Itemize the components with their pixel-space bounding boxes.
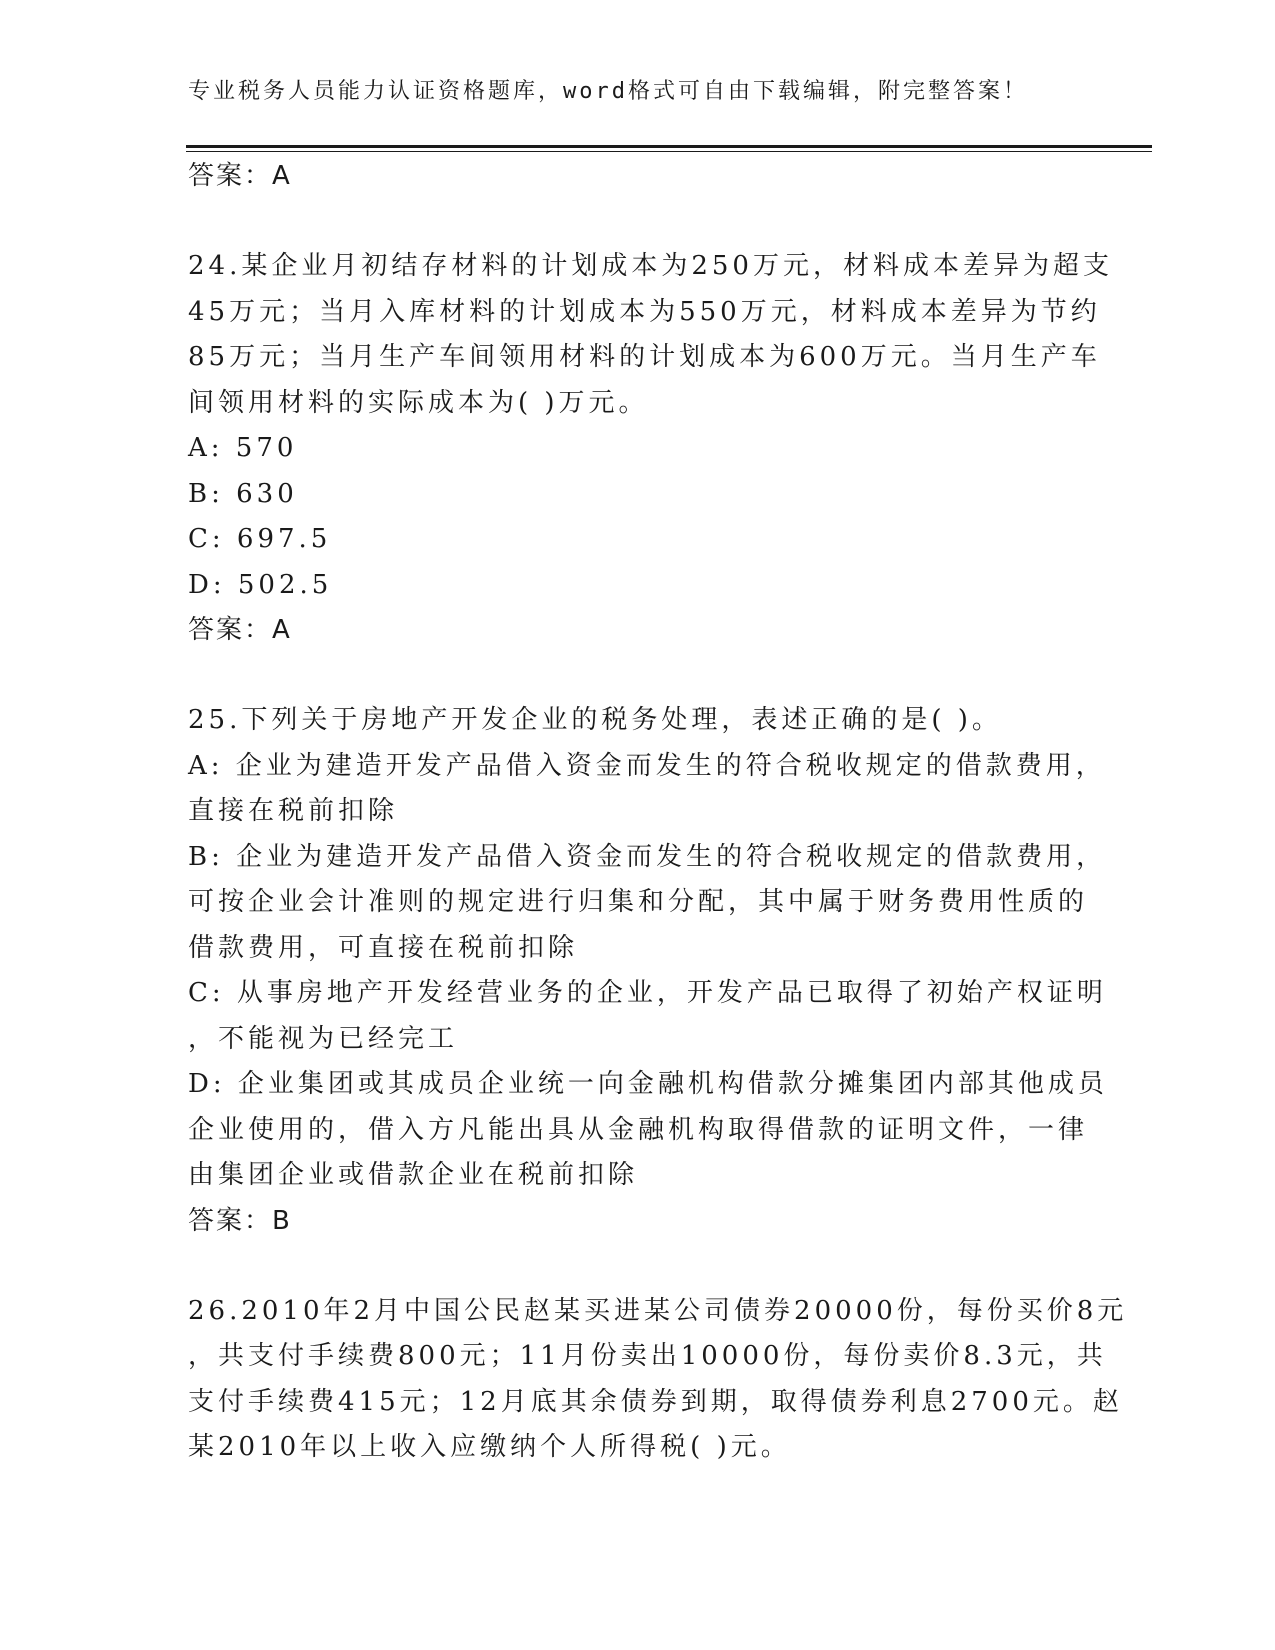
question-25-line-6: 借款费用，可直接在税前扣除: [188, 932, 579, 963]
question-24-option-d: D: 502.5: [188, 569, 333, 600]
header-rule-thick: [186, 145, 1152, 148]
question-24-line-4: 间领用材料的实际成本为( )万元。: [188, 387, 649, 418]
question-24-option-a: A: 570: [188, 433, 298, 463]
question-24: [188, 244, 1113, 653]
answer-24: 答案：A: [188, 615, 292, 645]
question-25-line-11: 由集团企业或借款企业在税前扣除: [188, 1160, 639, 1190]
question-26-line-2: ，共支付手续费800元；11月份卖出10000份，每份卖价8.3元，共: [188, 1341, 1107, 1371]
question-25-line-8: ，不能视为已经完工: [188, 1023, 459, 1054]
question-25-line-3: 直接在税前扣除: [188, 796, 399, 826]
header-rule-thin: [186, 151, 1152, 152]
question-24-option-c: C: 697.5: [188, 524, 332, 554]
question-25: [188, 698, 1108, 1244]
question-25-line-10: 企业使用的，借入方凡能出具从金融机构取得借款的证明文件，一律: [188, 1114, 1089, 1145]
answer-25: 答案：B: [188, 1205, 292, 1236]
page-header: 专业税务人员能力认证资格题库，word格式可自由下载编辑，附完整答案！: [188, 79, 1028, 104]
question-26-line-4: 某2010年以上收入应缴纳个人所得税( )元。: [188, 1432, 791, 1462]
question-25-line-7: C: 从事房地产开发经营业务的企业，开发产品已取得了初始产权证明: [188, 978, 1107, 1008]
question-25-line-1: 25.下列关于房地产开发企业的税务处理，表述正确的是( )。: [188, 705, 1002, 735]
question-24-option-b: B: 630: [188, 478, 298, 509]
question-25-line-5: 可按企业会计准则的规定进行归集和分配，其中属于财务费用性质的: [188, 887, 1089, 917]
question-24-line-3: 85万元；当月生产车间领用材料的计划成本为600万元。当月生产车: [188, 342, 1101, 372]
question-26: [188, 1289, 1128, 1471]
question-25-line-4: B: 企业为建造开发产品借入资金而发生的符合税收规定的借款费用，: [188, 841, 1107, 872]
question-24-line-2: 45万元；当月入库材料的计划成本为550万元，材料成本差异为节约: [188, 296, 1101, 327]
question-25-line-2: A: 企业为建造开发产品借入资金而发生的符合税收规定的借款费用，: [188, 750, 1106, 781]
question-24-line-1: 24.某企业月初结存材料的计划成本为250万元，材料成本差异为超支: [188, 251, 1113, 281]
answer-23: 答案：A: [188, 161, 292, 191]
question-26-line-1: 26.2010年2月中国公民赵某买进某公司债券20000份，每份买价8元: [188, 1295, 1128, 1326]
question-26-line-3: 支付手续费415元；12月底其余债券到期，取得债券利息2700元。赵: [188, 1386, 1123, 1417]
document-body: [188, 154, 1128, 1471]
question-25-line-9: D: 企业集团或其成员企业统一向金融机构借款分摊集团内部其他成员: [188, 1069, 1108, 1099]
